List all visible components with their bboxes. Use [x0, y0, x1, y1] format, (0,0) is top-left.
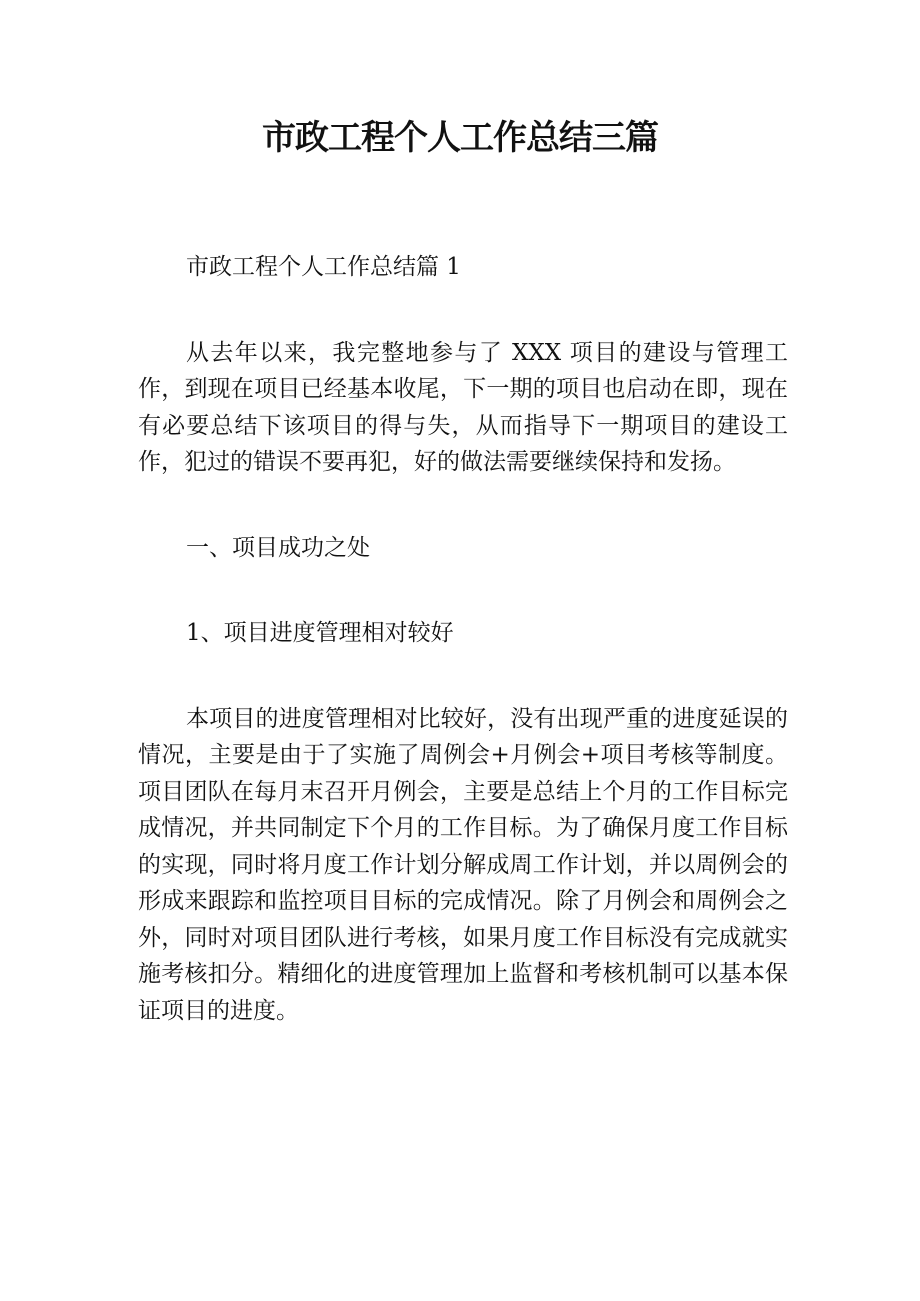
subheading: 1、项目进度管理相对较好 [186, 620, 454, 646]
spacer [138, 286, 788, 335]
spacer [138, 652, 788, 701]
document-title: 市政工程个人工作总结三篇 [262, 118, 658, 158]
intro-paragraph: 从去年以来，我完整地参与了 XXX 项目的建设与管理工作，到现在项目已经基本收尾，下一期的项目也启动在即，现在有必要总结下该项目的得与失，从而指导下一期项目的建设工作，犯过的错误不要再犯，好的做法需要继续保持和发扬。 [138, 339, 788, 475]
section-heading: 市政工程个人工作总结篇 1 [186, 254, 461, 280]
body-paragraph: 本项目的进度管理相对比较好，没有出现严重的进度延误的情况，主要是由于了实施了周例会+月例会+项目考核等制度。项目团队在每月末召开月例会，主要是总结上个月的工作目标完成情况，并共同制定下个月的工作目标。为了确保月度工作目标的实现，同时将月度工作计划分解成周工作计划，并以周例会的形成来跟踪和监控项目目标的完成情况。除了月例会和周例会之外，同时对项目团队进行考核，如果月度工作目标没有完成就实施考核扣分。精细化的进度管理加上监督和考核机制可以基本保证项目的进度。 [138, 705, 788, 1024]
spacer [138, 566, 788, 615]
document-body [138, 249, 788, 1029]
part-heading: 一、项目成功之处 [186, 534, 370, 561]
spacer [138, 481, 788, 530]
